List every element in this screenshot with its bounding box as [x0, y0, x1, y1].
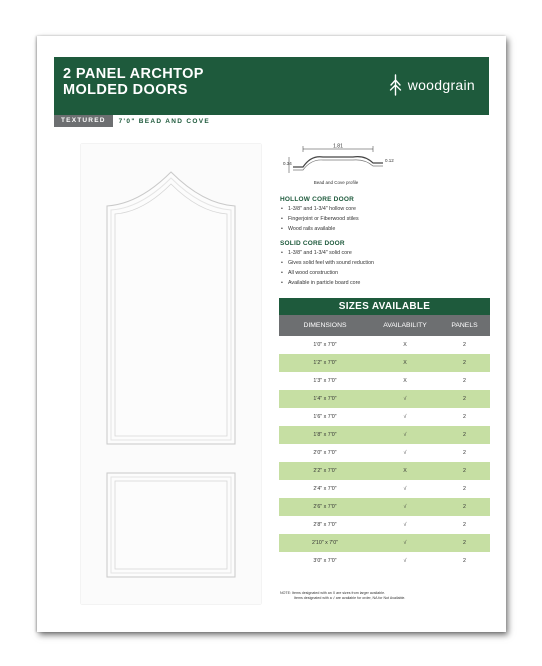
list-item: • Wood rails available	[280, 225, 490, 235]
dimension-cell: 1'3" x 7'0"	[313, 378, 337, 384]
solid-core-title: SOLID CORE DOOR	[280, 240, 345, 248]
dimension-cell: 3'0" x 7'0"	[313, 558, 337, 564]
panels-cell: 2	[463, 360, 466, 366]
panels-cell: 2	[463, 450, 466, 456]
sizes-table	[279, 298, 490, 570]
panels-cell: 2	[463, 342, 466, 348]
dimension-cell: 1'2" x 7'0"	[313, 360, 337, 366]
availability-cell: X	[403, 468, 407, 474]
availability-cell: X	[403, 378, 407, 384]
panels-cell: 2	[463, 396, 466, 402]
page-title: 2 PANEL ARCHTOP MOLDED DOORS	[63, 66, 204, 98]
dimension-cell: 1'4" x 7'0"	[313, 396, 337, 402]
column-header-panels: PANELS	[451, 322, 478, 329]
footnote-line-2: Items designated with a √ are available for order, NA for Not Available.	[294, 596, 406, 600]
table-header	[279, 315, 490, 336]
dimension-cell: 2'4" x 7'0"	[313, 486, 337, 492]
list-item: • 1-3/8" and 1-3/4" solid core	[280, 249, 490, 259]
availability-cell: √	[403, 450, 407, 456]
table-row	[279, 354, 490, 372]
list-item: • Gives solid feel with sound reduction	[280, 259, 490, 269]
availability-cell: √	[403, 558, 407, 564]
table-row	[279, 408, 490, 426]
door-description: 7'0" BEAD AND COVE	[118, 117, 210, 125]
door-illustration	[81, 144, 261, 604]
profile-height-label: 0.34	[283, 161, 292, 166]
dimension-cell: 2'10" x 7'0"	[311, 540, 339, 546]
solid-core-list	[280, 249, 490, 288]
panels-cell: 2	[463, 378, 466, 384]
availability-cell: √	[403, 540, 407, 546]
panels-cell: 2	[463, 522, 466, 528]
availability-cell: √	[403, 414, 407, 420]
bead-cove-profile	[281, 143, 394, 187]
texture-tag: TEXTURED	[54, 115, 113, 127]
dimension-cell: 2'8" x 7'0"	[313, 522, 337, 528]
table-row	[279, 498, 490, 516]
table-row	[279, 390, 490, 408]
tree-icon	[389, 74, 402, 96]
hollow-core-title: HOLLOW CORE DOOR	[280, 196, 354, 203]
profile-caption: Bead and Cove profile	[313, 180, 359, 185]
dimension-cell: 1'0" x 7'0"	[313, 342, 337, 348]
availability-cell: X	[403, 342, 407, 348]
dimension-cell: 2'6" x 7'0"	[313, 504, 337, 510]
availability-cell: √	[403, 396, 407, 402]
sizes-title: SIZES AVAILABLE	[279, 298, 490, 315]
panels-cell: 2	[463, 504, 466, 510]
panels-cell: 2	[463, 468, 466, 474]
panels-cell: 2	[463, 486, 466, 492]
availability-cell: √	[403, 432, 407, 438]
list-item: • 1-3/8" and 1-3/4" hollow core	[280, 205, 490, 215]
column-header-availability: AVAILABILITY	[383, 322, 427, 329]
availability-cell: √	[403, 504, 407, 510]
door-image	[81, 144, 261, 604]
table-row	[279, 516, 490, 534]
availability-cell: √	[403, 486, 407, 492]
profile-depth-label: 0.12	[385, 158, 394, 163]
panels-cell: 2	[463, 414, 466, 420]
list-item: • Fingerjoint or Fiberwood stiles	[280, 215, 490, 225]
panels-cell: 2	[463, 432, 466, 438]
availability-cell: X	[403, 360, 407, 366]
list-item: • Available in particle board core	[280, 279, 490, 289]
dimension-cell: 2'2" x 7'0"	[313, 468, 337, 474]
column-header-dimensions: DIMENSIONS	[303, 322, 347, 329]
brand-name: woodgrain	[407, 77, 475, 93]
footnote-line-1: NOTE: Items designated with an X are sizes from larger available.	[280, 591, 386, 595]
table-row	[279, 426, 490, 444]
hollow-core-list	[280, 205, 490, 234]
footnote	[280, 591, 490, 601]
profile-width-label: 1.81	[333, 143, 343, 150]
table-row	[279, 372, 490, 390]
title-banner	[54, 57, 489, 115]
table-row	[279, 552, 490, 570]
panels-cell: 2	[463, 558, 466, 564]
dimension-cell: 2'0" x 7'0"	[313, 450, 337, 456]
profile-diagram	[281, 143, 394, 187]
list-item: • All wood construction	[280, 269, 490, 279]
table-row	[279, 444, 490, 462]
table-row	[279, 462, 490, 480]
table-body	[279, 336, 490, 570]
subheader	[54, 115, 210, 127]
dimension-cell: 1'6" x 7'0"	[313, 414, 337, 420]
availability-cell: √	[403, 522, 407, 528]
dimension-cell: 1'8" x 7'0"	[313, 432, 337, 438]
spec-sheet	[37, 36, 506, 632]
table-row	[279, 336, 490, 354]
panels-cell: 2	[463, 540, 466, 546]
core-sections	[280, 196, 490, 295]
table-row	[279, 480, 490, 498]
table-row	[279, 534, 490, 552]
brand-logo	[389, 74, 475, 96]
